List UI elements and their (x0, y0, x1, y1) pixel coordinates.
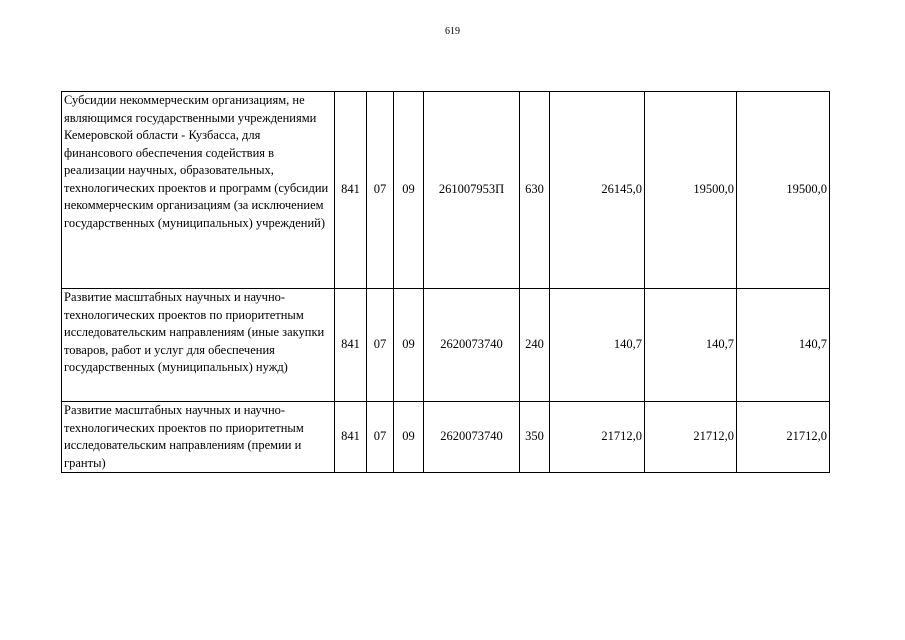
cell-amount-3: 21712,0 (737, 402, 830, 473)
cell-amount-1: 26145,0 (550, 92, 645, 289)
table-row (62, 92, 830, 289)
cell-name: Развитие масштабных научных и научно-технологических проектов по приоритетным исследовательским направлениям (иные закупки товаров, работ и услуг для обеспечения государственных (муниципальных) нужд) (62, 289, 335, 402)
cell-section: 07 (367, 289, 394, 402)
cell-code: 841 (335, 92, 367, 289)
cell-amount-2: 19500,0 (645, 92, 737, 289)
cell-amount-3: 140,7 (737, 289, 830, 402)
cell-expense-type: 630 (520, 92, 550, 289)
cell-subsection: 09 (394, 92, 424, 289)
cell-target: 261007953П (424, 92, 520, 289)
cell-code: 841 (335, 289, 367, 402)
cell-name: Развитие масштабных научных и научно-технологических проектов по приоритетным исследовательским направлениям (премии и гранты) (62, 402, 335, 473)
cell-target: 2620073740 (424, 402, 520, 473)
cell-subsection: 09 (394, 289, 424, 402)
cell-amount-2: 140,7 (645, 289, 737, 402)
page-number: 619 (445, 26, 460, 37)
table-row (62, 402, 830, 473)
cell-target: 2620073740 (424, 289, 520, 402)
cell-amount-1: 21712,0 (550, 402, 645, 473)
budget-table (61, 91, 830, 473)
table-row (62, 289, 830, 402)
cell-amount-3: 19500,0 (737, 92, 830, 289)
cell-subsection: 09 (394, 402, 424, 473)
cell-expense-type: 350 (520, 402, 550, 473)
cell-code: 841 (335, 402, 367, 473)
cell-amount-2: 21712,0 (645, 402, 737, 473)
cell-expense-type: 240 (520, 289, 550, 402)
cell-name: Субсидии некоммерческим организациям, не являющимся государственными учреждениями Кемеровской области - Кузбасса, для финансового обеспечения содействия в реализации научных, образовательных, технологических проектов и программ (субсидии некоммерческим организациям (за исключением государственных (муниципальных) учреждений) (62, 92, 335, 289)
cell-section: 07 (367, 92, 394, 289)
cell-section: 07 (367, 402, 394, 473)
cell-amount-1: 140,7 (550, 289, 645, 402)
